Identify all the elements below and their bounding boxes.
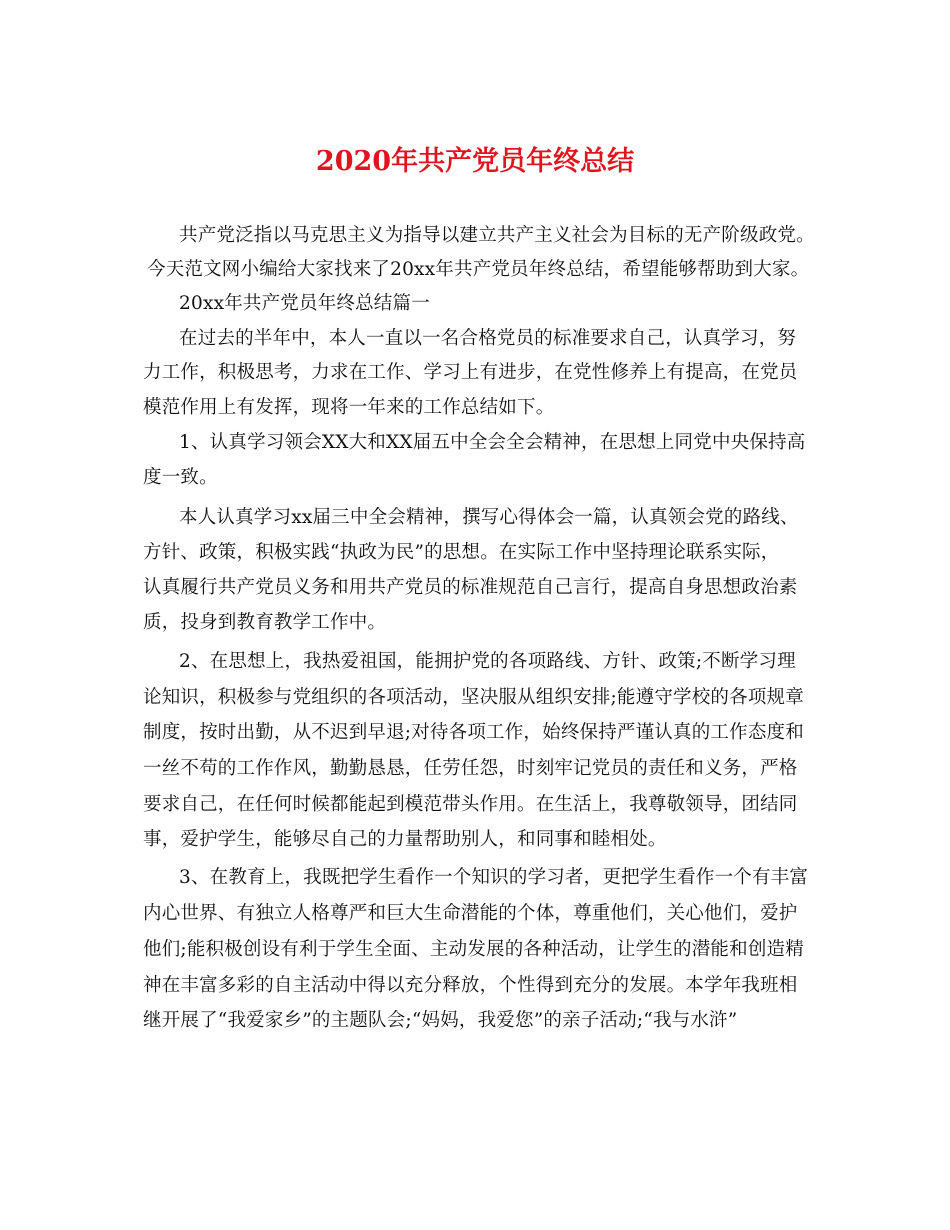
paragraph-line: 他们;能积极创设有利于学生全面、主动发展的各种活动，让学生的潜能和创造精 [143, 939, 804, 960]
paragraph-line: 1、认真学习领会XX大和XX届五中全会全会精神，在思想上同党中央保持高 [179, 432, 806, 453]
paragraph-line: 内心世界、有独立人格尊严和巨大生命潜能的个体，尊重他们，关心他们，爱护 [143, 903, 798, 924]
paragraph-line: 神在丰富多彩的自主活动中得以充分释放，个性得到充分的发展。本学年我班相 [143, 975, 798, 996]
paragraph-line: 3、在教育上，我既把学生看作一个知识的学习者，更把学生看作一个有丰富 [179, 867, 809, 888]
section-heading: 20xx年共产党员年终总结篇一 [179, 293, 430, 314]
paragraph-line: 共产党泛指以马克思主义为指导以建立共产主义社会为目标的无产阶级政党。 [179, 225, 815, 246]
paragraph-line: 一丝不苟的工作作风，勤勤恳恳，任劳任怨，时刻牢记党员的责任和义务，严格 [143, 758, 798, 779]
paragraph-line: 制度，按时出勤，从不迟到早退;对待各项工作，始终保持严谨认真的工作态度和 [143, 722, 804, 743]
paragraph-line: 在过去的半年中，本人一直以一名合格党员的标准要求自己，认真学习，努 [179, 328, 797, 349]
paragraph-line: 事，爱护学生，能够尽自己的力量帮助别人，和同事和睦相处。 [143, 829, 667, 850]
paragraph-line: 继开展了“我爱家乡”的主题队会;“妈妈，我爱您”的亲子活动;“我与水浒” [143, 1010, 738, 1031]
paragraph-line: 模范作用上有发挥，现将一年来的工作总结如下。 [143, 397, 555, 418]
paragraph-line: 度一致。 [143, 467, 218, 488]
paragraph-line: 方针、政策，积极实践“执政为民”的思想。在实际工作中坚持理论联系实际， [143, 542, 780, 563]
paragraph-line: 质，投身到教育教学工作中。 [143, 612, 387, 633]
document-title: 2020年共产党员年终总结 [315, 146, 635, 177]
paragraph-line: 力工作，积极思考，力求在工作、学习上有进步，在党性修养上有提高，在党员 [143, 362, 798, 383]
paragraph-line: 2、在思想上，我热爱祖国，能拥护党的各项路线、方针、政策;不断学习理 [179, 651, 796, 672]
paragraph-line: 本人认真学习xx届三中全会精神，撰写心得体会一篇，认真领会党的路线、 [179, 507, 799, 528]
paragraph-line: 论知识，积极参与党组织的各项活动，坚决服从组织安排;能遵守学校的各项规章 [143, 687, 804, 708]
paragraph-line: 认真履行共产党员义务和用共产党员的标准规范自己言行，提高自身思想政治素 [143, 577, 798, 598]
paragraph-line: 今天范文网小编给大家找来了20xx年共产党员年终总结，希望能够帮助到大家。 [147, 259, 810, 280]
paragraph-line: 要求自己，在任何时候都能起到模范带头作用。在生活上，我尊敬领导，团结同 [143, 794, 798, 815]
